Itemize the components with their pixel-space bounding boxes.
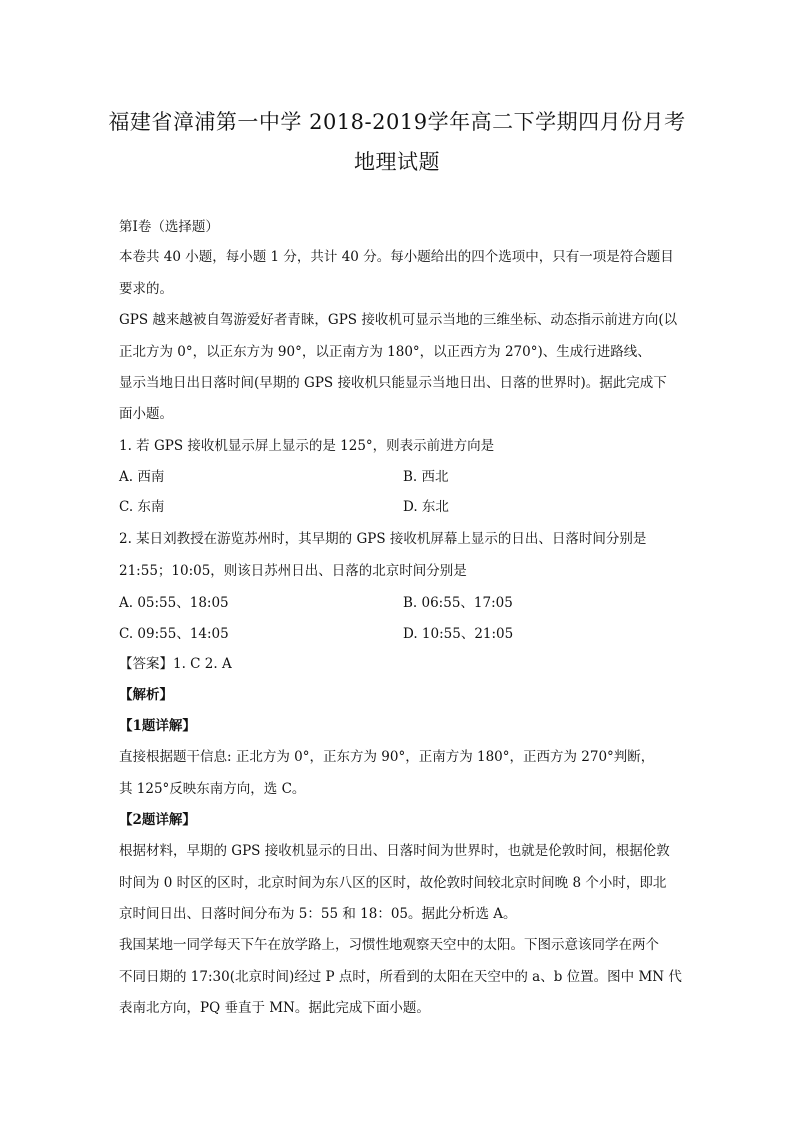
question-1-stem: 1. 若 GPS 接收机显示屏上显示的是 125°，则表示前进方向是 bbox=[119, 438, 495, 454]
gps-intro-line: GPS 越来越被自驾游爱好者青睐，GPS 接收机可显示当地的三维坐标、动态指示前进方向(以 bbox=[119, 312, 678, 328]
detail-2-line: 京时间日出、日落时间分布为 5：55 和 18：05。据此分析选 A。 bbox=[119, 906, 517, 922]
question-2-option-d: D. 10:55、21:05 bbox=[403, 626, 514, 642]
detail-1-heading: 【1题详解】 bbox=[119, 718, 196, 734]
question-1-option-a: A. 西南 bbox=[119, 469, 165, 485]
gps-intro-line: 显示当地日出日落时间(早期的 GPS 接收机只能显示当地日出、日落的世界时)。据此完成下 bbox=[119, 375, 667, 391]
detail-2-heading: 【2题详解】 bbox=[119, 812, 196, 828]
section-heading: 第Ⅰ卷（选择题） bbox=[119, 219, 219, 235]
instructions-line: 要求的。 bbox=[119, 281, 173, 297]
sun-intro-line: 不同日期的 17:30(北京时间)经过 P 点时，所看到的太阳在天空中的 a、b 位置。图中 MN 代 bbox=[119, 969, 682, 985]
question-2-stem: 21:55；10:05，则该日苏州日出、日落的北京时间分别是 bbox=[119, 563, 467, 579]
detail-1-line: 直接根据题干信息: 正北方为 0°，正东方为 90°，正南方为 180°，正西方为 270°判断， bbox=[119, 749, 655, 765]
question-1-option-b: B. 西北 bbox=[403, 469, 449, 485]
exam-subject-title: 地理试题 bbox=[354, 150, 440, 174]
question-2-option-b: B. 06:55、17:05 bbox=[403, 595, 513, 611]
question-2-option-c: C. 09:55、14:05 bbox=[119, 626, 229, 642]
sun-intro-line: 表南北方向，PQ 垂直于 MN。据此完成下面小题。 bbox=[119, 1000, 430, 1016]
detail-1-line: 其 125°反映东南方向，选 C。 bbox=[119, 781, 306, 797]
analysis-heading: 【解析】 bbox=[119, 687, 173, 703]
gps-intro-line: 正北方为 0°，以正东方为 90°，以正南方为 180°，以正西方为 270°)、生成行进路线、 bbox=[119, 344, 651, 360]
question-2-stem: 2. 某日刘教授在游览苏州时，其早期的 GPS 接收机屏幕上显示的日出、日落时间分别是 bbox=[119, 531, 647, 547]
detail-2-line: 根据材料，早期的 GPS 接收机显示的日出、日落时间为世界时，也就是伦敦时间，根据伦敦 bbox=[119, 843, 670, 859]
question-1-option-d: D. 东北 bbox=[403, 499, 449, 515]
exam-title: 福建省漳浦第一中学 2018-2019学年高二下学期四月份月考 bbox=[108, 110, 686, 134]
instructions-line: 本卷共 40 小题，每小题 1 分，共计 40 分。每小题给出的四个选项中，只有一项是符合题目 bbox=[119, 249, 674, 265]
detail-2-line: 时间为 0 时区的区时，北京时间为东八区的区时，故伦敦时间较北京时间晚 8 个小时，即北 bbox=[119, 875, 667, 891]
gps-intro-line: 面小题。 bbox=[119, 406, 173, 422]
question-2-option-a: A. 05:55、18:05 bbox=[119, 595, 229, 611]
question-1-option-c: C. 东南 bbox=[119, 499, 165, 515]
sun-intro-line: 我国某地一同学每天下午在放学路上，习惯性地观察天空中的太阳。下图示意该同学在两个 bbox=[119, 937, 659, 953]
answer-line: 【答案】1. C 2. A bbox=[119, 656, 232, 672]
